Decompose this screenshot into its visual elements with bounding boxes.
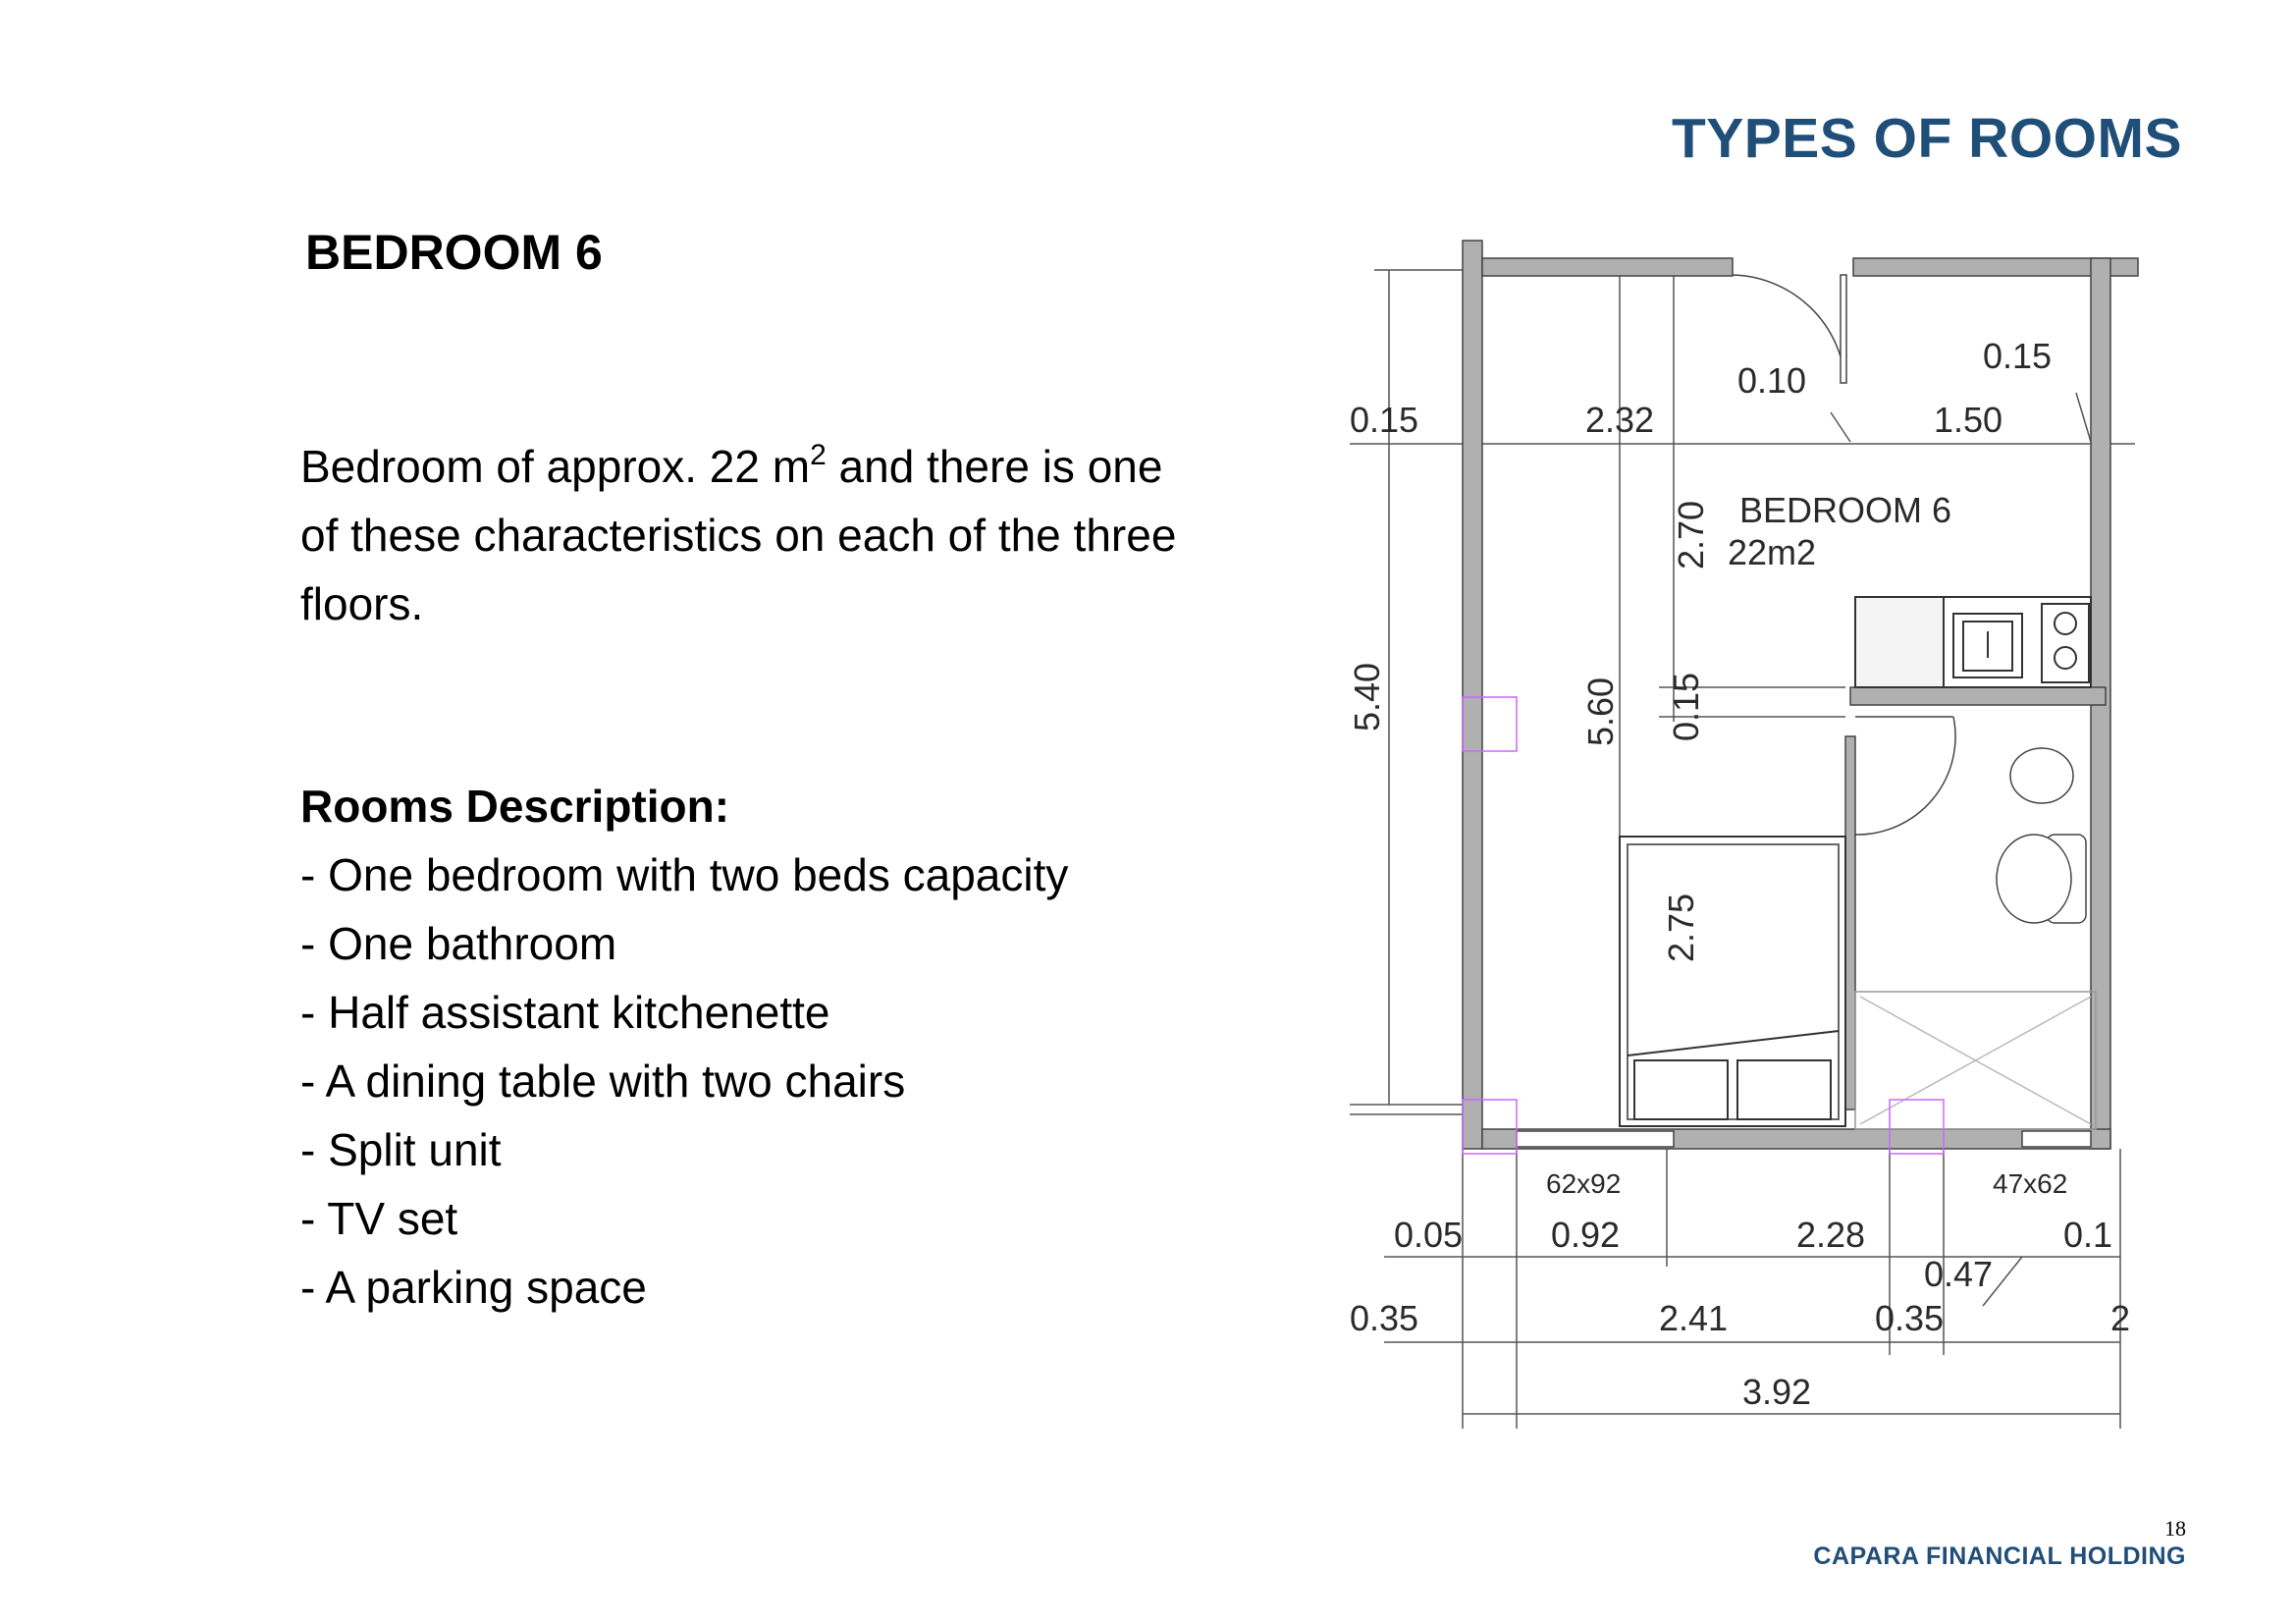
footer-company-name: CAPARA FINANCIAL HOLDING xyxy=(1813,1543,2186,1570)
dim-label: 2.28 xyxy=(1796,1215,1866,1255)
list-item: - A dining table with two chairs xyxy=(300,1056,906,1107)
dim-label: 0.05 xyxy=(1394,1215,1464,1255)
page-number: 18 xyxy=(2164,1516,2186,1541)
dim-label: 0.47 xyxy=(1924,1254,1994,1294)
list-item: - A parking space xyxy=(300,1262,647,1313)
dim-label: 5.60 xyxy=(1580,677,1621,746)
dim-label: 1.50 xyxy=(1934,400,2003,440)
dim-label: 2 xyxy=(2110,1298,2131,1338)
floor-plan xyxy=(1335,226,2140,1453)
dim-label: 3.92 xyxy=(1742,1372,1812,1412)
dim-label: 2.75 xyxy=(1661,893,1701,962)
dim-label: 0.92 xyxy=(1551,1215,1621,1255)
list-item: - One bathroom xyxy=(300,918,617,969)
list-item: - One bedroom with two beds capacity xyxy=(300,849,1069,900)
window-label: 62x92 xyxy=(1546,1168,1622,1199)
intro-superscript: 2 xyxy=(810,439,827,471)
page-header-title: TYPES OF ROOMS xyxy=(1671,107,2182,170)
rooms-description-list xyxy=(300,840,1184,1322)
dim-label: 0.15 xyxy=(1350,400,1419,440)
rooms-description-heading: Rooms Description: xyxy=(300,781,730,832)
room-area-label: 22m2 xyxy=(1728,532,1817,572)
dim-label: 2.41 xyxy=(1659,1298,1729,1338)
list-item: - Split unit xyxy=(300,1124,502,1175)
dim-label: 0.15 xyxy=(1666,672,1706,741)
dim-label: 0.35 xyxy=(1350,1298,1419,1338)
dim-label: 0.35 xyxy=(1875,1298,1945,1338)
bathroom-fixtures xyxy=(1855,748,2096,1129)
window-label: 47x62 xyxy=(1993,1168,2068,1199)
dim-label: 2.70 xyxy=(1671,500,1711,569)
dim-label: 0.10 xyxy=(1737,360,1807,401)
list-item: - TV set xyxy=(300,1193,458,1244)
intro-text-start: Bedroom of approx. 22 m xyxy=(300,441,811,492)
room-title: BEDROOM 6 xyxy=(305,225,603,280)
dim-label: 0.1 xyxy=(2063,1215,2113,1255)
room-name-label: BEDROOM 6 xyxy=(1739,490,1952,530)
room-intro-paragraph xyxy=(300,432,1184,638)
rooms-description xyxy=(300,772,1184,1322)
dim-label: 0.15 xyxy=(1983,336,2053,376)
dim-label: 2.32 xyxy=(1585,400,1655,440)
intro-text-end: and there is one of these characteristics on each of the three floors. xyxy=(300,441,1177,629)
bed xyxy=(1620,837,1845,1126)
list-item: - Half assistant kitchenette xyxy=(300,987,830,1038)
dim-label: 5.40 xyxy=(1347,662,1387,731)
kitchenette xyxy=(1855,597,2091,687)
